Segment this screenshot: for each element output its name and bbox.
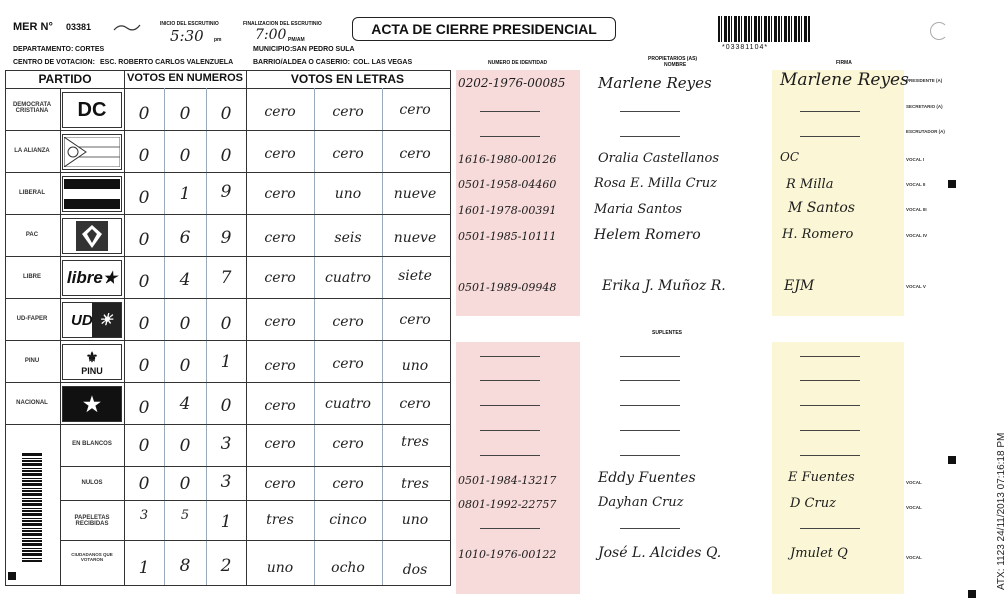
pinu-logo: ⚜ PINU	[62, 344, 122, 380]
suplente-signature-2: D Cruz	[790, 496, 836, 511]
digit-libre-1: 4	[179, 270, 191, 290]
municipio-label: MUNICIPIO:	[253, 46, 293, 53]
centro-value: ESC. ROBERTO CARLOS VALENZUELA	[100, 59, 234, 66]
digit-blancos-0: 0	[138, 436, 150, 456]
word-libre-1: cuatro	[325, 270, 371, 286]
role-presidente: PRESIDENTE (A)	[906, 78, 943, 83]
digit-nulos-0: 0	[138, 474, 150, 494]
departamento-value: CORTES	[75, 46, 105, 53]
digit-papeletas-0: 3	[139, 508, 149, 523]
role-vocal-5: VOCAL V	[906, 284, 926, 289]
digit-ud-2: 0	[220, 314, 232, 334]
libre-logo: libre ★	[62, 260, 122, 296]
digit-pac-0: 0	[138, 230, 150, 250]
word-liberal-1: uno	[334, 186, 362, 202]
word-blancos-1: cero	[332, 436, 364, 452]
digit-dc-0: 0	[138, 104, 150, 124]
liberal-flag-icon	[62, 176, 122, 212]
suplente-name-2: Dayhan Cruz	[598, 495, 684, 510]
word-nacional-0: cero	[264, 398, 296, 414]
role-vocal-2: VOCAL II	[906, 182, 926, 187]
word-ud-1: cero	[332, 314, 364, 330]
signature-1: Marlene Reyes	[780, 70, 909, 90]
centro-label: CENTRO DE VOTACION:	[13, 59, 95, 66]
role-escrutador: ESCRUTADOR (A)	[906, 129, 945, 134]
registration-mark	[8, 572, 16, 580]
word-alianza-2: cero	[399, 146, 431, 162]
digit-pinu-0: 0	[138, 356, 150, 376]
dc-logo: DC	[62, 92, 122, 128]
signature-5: R Milla	[786, 177, 834, 192]
role-vocal-4: VOCAL IV	[906, 233, 928, 238]
word-nulos-1: cero	[332, 476, 364, 492]
word-dc-1: cero	[332, 104, 364, 120]
word-ud-0: cero	[264, 314, 296, 330]
party-label-libre: LIBRE	[23, 274, 41, 280]
digit-alianza-0: 0	[138, 146, 150, 166]
digit-ciudadanos-1: 8	[179, 556, 191, 576]
mer-label: MER N°	[13, 21, 53, 33]
finalizacion-time: 7:00	[255, 27, 287, 43]
registration-mark	[948, 456, 956, 464]
departamento-label: DEPARTAMENTO:	[13, 46, 74, 53]
ud-logo: UD ☀	[62, 302, 122, 338]
inicio-label: INICIO DEL ESCRUTINIO	[160, 21, 219, 27]
suplente-name-3: José L. Alcides Q.	[598, 545, 722, 561]
label-ciudadanos: CIUDADANOS QUE VOTARON	[71, 552, 113, 562]
municipio-value: SAN PEDRO SULA	[292, 46, 355, 53]
role-suplente-3: VOCAL	[906, 555, 922, 560]
word-pinu-2: uno	[401, 358, 429, 374]
signature-7: H. Romero	[782, 227, 854, 242]
party-label-alianza: LA ALIANZA	[14, 148, 50, 154]
word-ciudadanos-1: ocho	[331, 560, 365, 576]
suplente-signature-3: Jmulet Q	[790, 546, 848, 561]
digit-nulos-2: 3	[220, 472, 232, 492]
word-pinu-1: cero	[332, 356, 364, 372]
digit-blancos-1: 0	[179, 436, 191, 456]
word-papeletas-1: cinco	[329, 512, 367, 528]
suplente-id-1: 0501-1984-13217	[458, 474, 557, 487]
cne-logo-icon	[112, 20, 142, 32]
role-vocal-3: VOCAL III	[906, 207, 927, 212]
page-title: ACTA DE CIERRE PRESIDENCIAL	[352, 17, 616, 41]
signature-6: M Santos	[788, 200, 855, 216]
digit-ciudadanos-2: 2	[220, 556, 232, 576]
firma-label: FIRMA	[836, 60, 852, 66]
registration-mark	[968, 590, 976, 598]
label-papeletas: PAPELETAS RECIBIDAS	[74, 515, 110, 527]
side-barcode	[22, 452, 42, 562]
party-label-nacional: NACIONAL	[16, 400, 48, 406]
word-libre-2: siete	[398, 268, 432, 284]
label-en-blancos: EN BLANCOS	[72, 441, 112, 447]
digit-pac-2: 9	[220, 228, 232, 248]
barrio-value: COL. LAS VEGAS	[353, 59, 413, 66]
suplente-name-1: Eddy Fuentes	[598, 470, 696, 486]
member-name-1: Marlene Reyes	[598, 74, 712, 92]
digit-ciudadanos-0: 1	[138, 558, 150, 578]
party-label-pinu: PINU	[24, 358, 40, 364]
digit-ud-0: 0	[138, 314, 150, 334]
word-liberal-2: nueve	[393, 186, 437, 202]
role-suplente-2: VOCAL	[906, 505, 922, 510]
digit-nulos-1: 0	[179, 474, 191, 494]
word-blancos-0: cero	[264, 436, 296, 452]
member-name-5: Rosa E. Milla Cruz	[594, 176, 717, 191]
finalizacion-ampm: PM/AM	[288, 37, 305, 43]
inicio-pm: pm	[214, 37, 222, 43]
digit-ud-1: 0	[179, 314, 191, 334]
word-nulos-0: cero	[264, 476, 296, 492]
digit-papeletas-1: 5	[180, 508, 190, 523]
word-dc-2: cero	[399, 102, 431, 118]
nombre-label: NOMBRE	[664, 62, 687, 68]
digit-nacional-0: 0	[138, 398, 150, 418]
member-id-8: 0501-1989-09948	[458, 281, 557, 294]
col-partido: PARTIDO	[38, 72, 92, 86]
digit-pinu-2: 1	[220, 352, 232, 372]
word-pac-0: cero	[264, 230, 296, 246]
digit-alianza-2: 0	[220, 146, 232, 166]
role-secretario: SECRETARIO (A)	[906, 104, 943, 109]
mer-number: 03381	[66, 22, 92, 32]
role-vocal-1: VOCAL I	[906, 157, 925, 162]
word-pac-1: seis	[334, 230, 362, 246]
digit-libre-2: 7	[220, 268, 232, 288]
digit-libre-0: 0	[138, 272, 150, 292]
suplente-signature-1: E Fuentes	[788, 470, 855, 485]
suplentes-label: SUPLENTES	[652, 330, 683, 336]
word-pinu-0: cero	[264, 358, 296, 374]
word-papeletas-2: uno	[401, 512, 429, 528]
word-ud-2: cero	[399, 312, 431, 328]
word-pac-2: nueve	[393, 230, 437, 246]
identidad-band	[456, 70, 580, 316]
col-votos-numeros: VOTOS EN NUMEROS	[127, 72, 243, 84]
word-nulos-2: tres	[401, 476, 429, 492]
member-id-1: 0202-1976-00085	[458, 76, 566, 90]
word-libre-0: cero	[264, 270, 296, 286]
party-label-dc: DEMOCRATA CRISTIANA	[12, 102, 52, 114]
word-ciudadanos-2: dos	[402, 562, 428, 578]
party-label-liberal: LIBERAL	[19, 190, 45, 196]
digit-dc-2: 0	[220, 104, 232, 124]
digit-liberal-1: 1	[179, 184, 191, 204]
member-id-5: 0501-1958-04460	[458, 178, 557, 191]
word-dc-0: cero	[264, 104, 296, 120]
barrio-label: BARRIO/ALDEA O CASERIO:	[253, 59, 350, 66]
nacional-star-icon: ★	[62, 386, 122, 422]
member-name-8: Erika J. Muñoz R.	[602, 278, 726, 294]
word-liberal-0: cero	[264, 186, 296, 202]
member-name-7: Helem Romero	[594, 227, 701, 243]
signature-4: OC	[780, 150, 800, 164]
member-id-6: 1601-1978-00391	[458, 204, 557, 217]
word-ciudadanos-0: uno	[266, 560, 294, 576]
digit-dc-1: 0	[179, 104, 191, 124]
digit-blancos-2: 3	[220, 434, 232, 454]
digit-pac-1: 6	[179, 228, 191, 248]
member-id-7: 0501-1985-10111	[458, 230, 557, 243]
digit-nacional-1: 4	[179, 394, 191, 414]
word-nacional-1: cuatro	[325, 396, 371, 412]
role-suplente-1: VOCAL	[906, 480, 922, 485]
col-votos-letras: VOTOS EN LETRAS	[290, 72, 405, 86]
member-id-4: 1616-1980-00126	[458, 153, 557, 166]
suplente-id-2: 0801-1992-22757	[458, 498, 557, 511]
digit-liberal-0: 0	[138, 188, 150, 208]
digit-liberal-2: 9	[220, 182, 232, 202]
word-alianza-0: cero	[264, 146, 296, 162]
signature-8: EJM	[784, 278, 815, 294]
digit-pinu-1: 0	[179, 356, 191, 376]
party-label-ud: UD-FAPER	[16, 316, 48, 322]
word-nacional-2: cero	[399, 396, 431, 412]
word-papeletas-0: tres	[266, 512, 294, 528]
side-stamp: ATX: 1123 24/11/2013 07:16:18 PM	[996, 432, 1007, 590]
label-nulos: NULOS	[81, 480, 103, 486]
inicio-time: 5:30	[170, 27, 204, 45]
barcode	[718, 16, 810, 42]
alianza-flag-icon	[62, 134, 122, 170]
identidad-label: NUMERO DE IDENTIDAD	[488, 60, 548, 66]
pac-logo-icon	[62, 218, 122, 254]
digit-alianza-1: 0	[179, 146, 191, 166]
digit-nacional-2: 0	[220, 396, 232, 416]
digit-papeletas-2: 1	[220, 512, 232, 532]
word-alianza-1: cero	[332, 146, 364, 162]
registration-mark	[948, 180, 956, 188]
suplente-id-3: 1010-1976-00122	[458, 548, 557, 561]
corner-arc	[930, 22, 948, 40]
party-label-pac: PAC	[25, 232, 39, 238]
member-name-4: Oralia Castellanos	[598, 151, 720, 166]
propietarios-label: PROPIETARIOS (AS)	[648, 56, 698, 62]
finalizacion-label: FINALIZACION DEL ESCRUTINIO	[243, 21, 322, 27]
member-name-6: Maria Santos	[594, 202, 683, 217]
word-blancos-2: tres	[401, 434, 429, 450]
barcode-number: *03381104*	[722, 44, 769, 51]
